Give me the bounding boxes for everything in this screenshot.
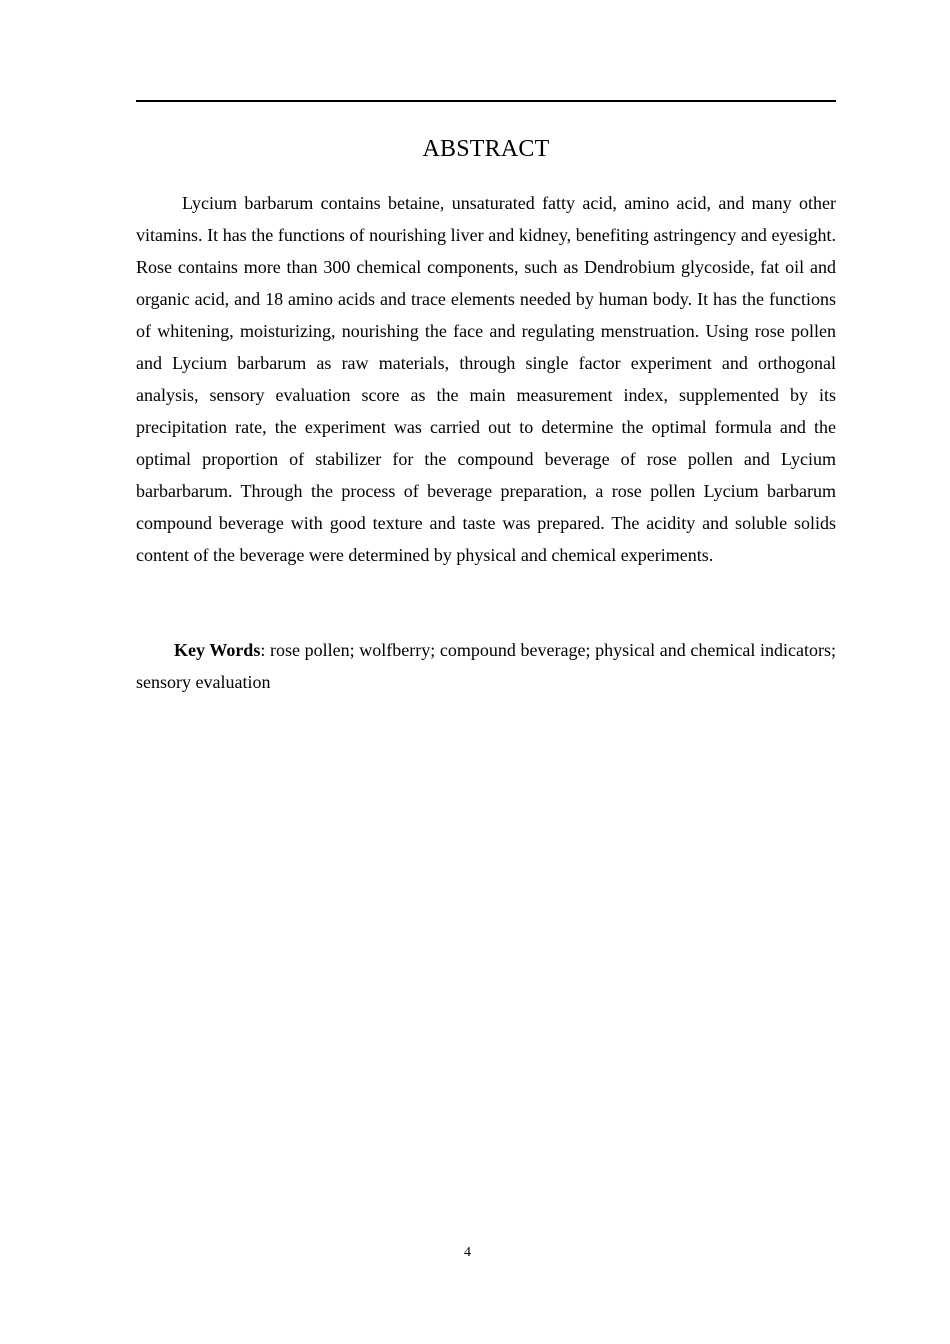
page-number: 4: [464, 1245, 471, 1260]
keywords-label: Key Words: [174, 640, 261, 660]
header-rule: [136, 100, 836, 102]
abstract-paragraph: Lycium barbarum contains betaine, unsaturated fatty acid, amino acid, and many other vitamins. It has the functions of nourishing liver and kidney, benefiting astringency and eyesight. Rose contains more than 300 chemical components, such as Dendrobium glycoside, fat oil and organic acid, and 18 amino acids and trace elements needed by human body. It has the functions of whitening, moisturizing, nourishing the face and regulating menstruation. Using rose pollen and Lycium barbarum as raw materials, through single factor experiment and orthogonal analysis, sensory evaluation score as the main measurement index, supplemented by its precipitation rate, the experiment was carried out to determine the optimal formula and the optimal proportion of stabilizer for the compound beverage of rose pollen and Lycium barbarbarum. Through the process of beverage preparation, a rose pollen Lycium barbarum compound beverage with good texture and taste was prepared. The acidity and soluble solids content of the beverage were determined by physical and chemical experiments.: [136, 193, 836, 565]
abstract-title: ABSTRACT: [422, 136, 550, 162]
keywords-paragraph: [136, 634, 836, 698]
keywords-list: : rose pollen; wolfberry; compound beverage; physical and chemical indicators; sensory evaluation: [136, 640, 836, 692]
